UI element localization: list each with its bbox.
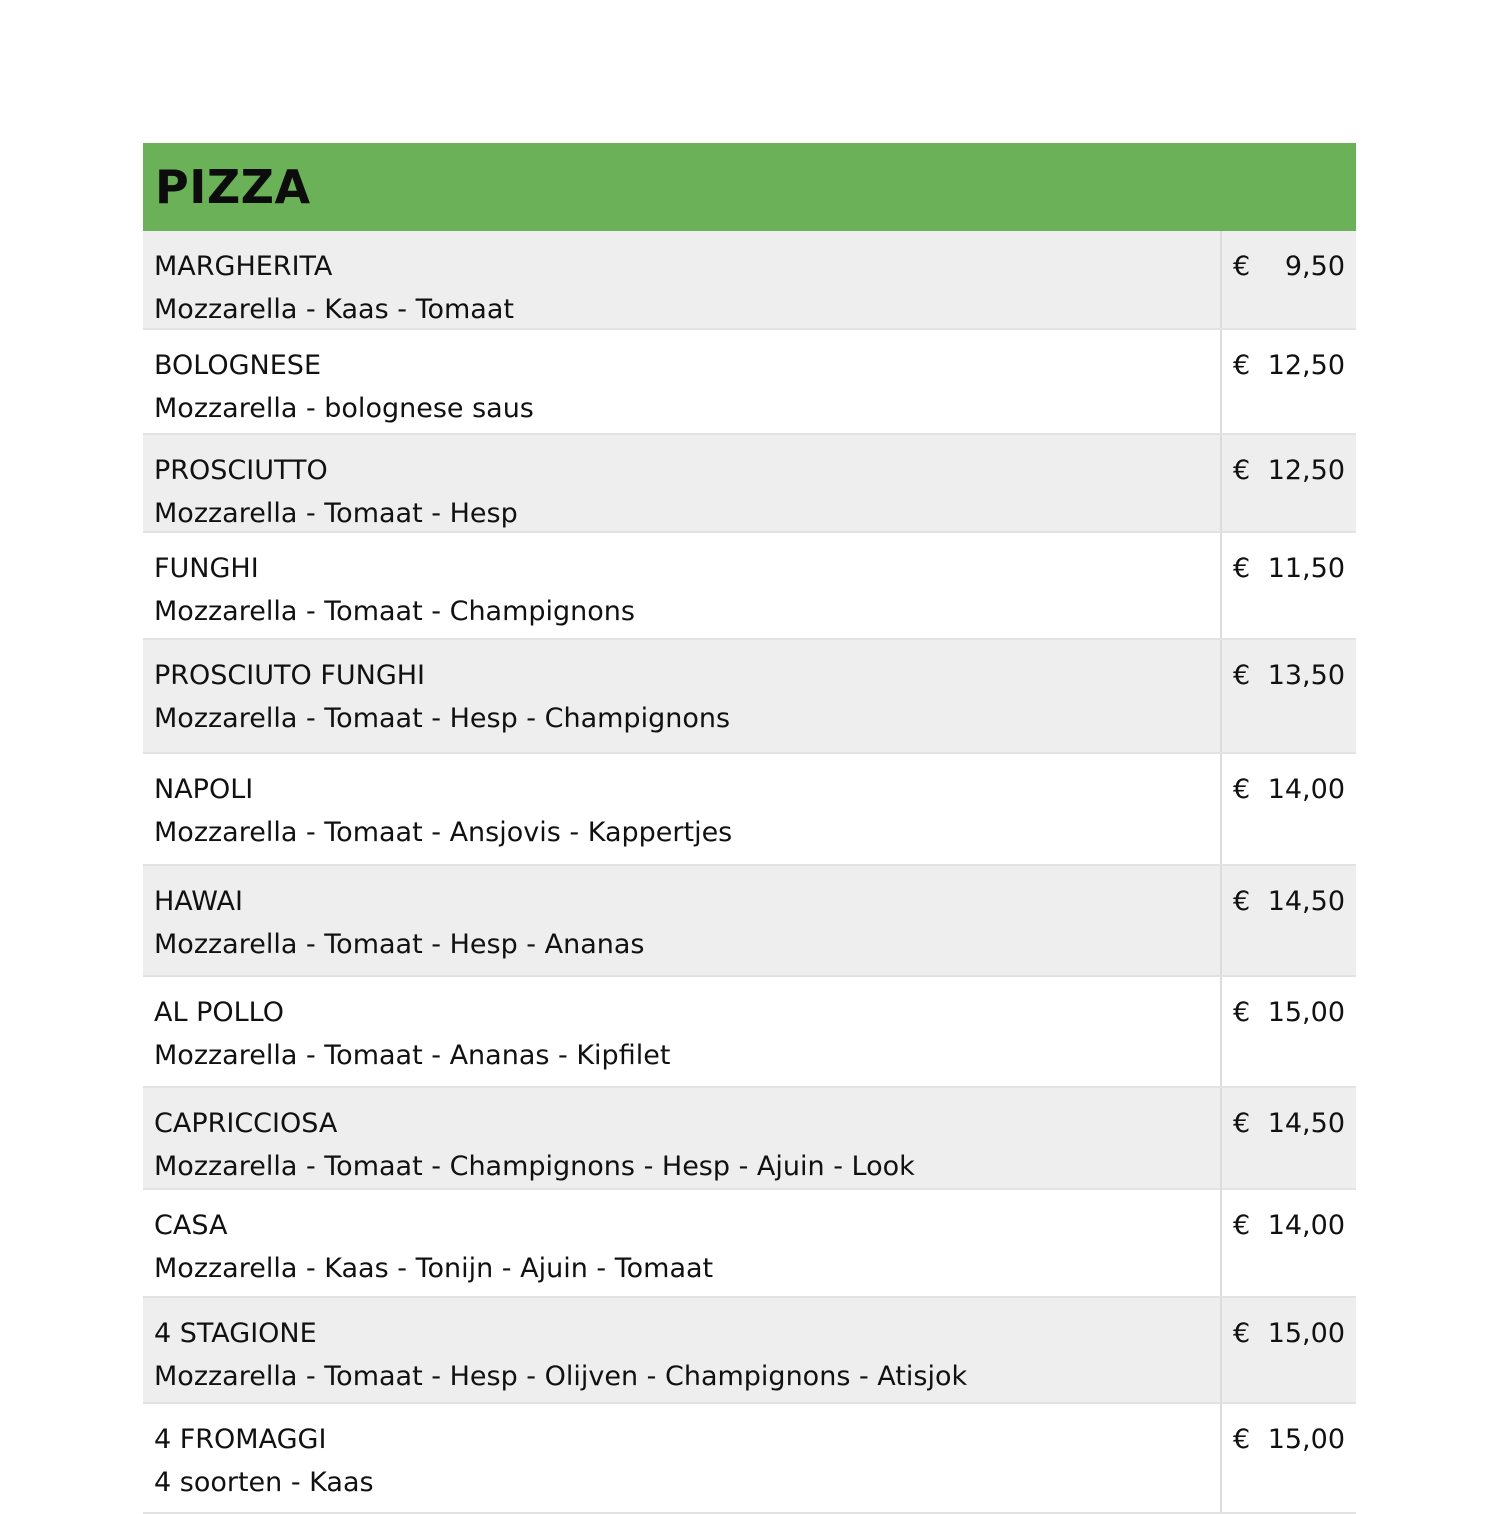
item-description-cell [143, 533, 1222, 638]
item-name: CASA [154, 1210, 228, 1241]
item-description-cell [143, 977, 1222, 1086]
item-price: 14,00 [1267, 774, 1345, 805]
currency-symbol: € [1233, 1318, 1251, 1349]
currency-symbol: € [1233, 1424, 1251, 1455]
item-ingredients: Mozzarella - Tomaat - Ansjovis - Kappertjes [154, 817, 733, 848]
menu-item-row [143, 1404, 1356, 1514]
item-ingredients: Mozzarella - Tomaat - Champignons [154, 596, 635, 627]
menu-item-row [143, 640, 1356, 754]
menu-item-row [143, 1298, 1356, 1404]
item-name: PROSCIUTTO [154, 455, 328, 486]
item-price: 15,00 [1267, 997, 1345, 1028]
menu-item-row [143, 1190, 1356, 1298]
item-ingredients: Mozzarella - Tomaat - Ananas - Kipfilet [154, 1040, 671, 1071]
currency-symbol: € [1233, 455, 1251, 486]
pizza-menu-table [143, 143, 1356, 1514]
item-price-cell [1222, 754, 1356, 864]
menu-item-row [143, 754, 1356, 866]
item-name: 4 STAGIONE [154, 1318, 317, 1349]
item-price: 12,50 [1267, 350, 1345, 381]
item-price-cell [1222, 1298, 1356, 1402]
currency-symbol: € [1233, 251, 1251, 282]
item-price-cell [1222, 231, 1356, 328]
currency-symbol: € [1233, 553, 1251, 584]
currency-symbol: € [1233, 1210, 1251, 1241]
item-description-cell [143, 1190, 1222, 1296]
currency-symbol: € [1233, 774, 1251, 805]
item-name: NAPOLI [154, 774, 254, 805]
item-price: 15,00 [1267, 1318, 1345, 1349]
menu-item-row [143, 1088, 1356, 1190]
item-description-cell [143, 866, 1222, 975]
item-ingredients: Mozzarella - Tomaat - Hesp - Champignons [154, 703, 731, 734]
item-ingredients: Mozzarella - Tomaat - Hesp - Olijven - Champignons - Atisjok [154, 1361, 968, 1392]
item-price-cell [1222, 330, 1356, 433]
item-name: 4 FROMAGGI [154, 1424, 327, 1455]
item-description-cell [143, 435, 1222, 531]
section-title: PIZZA [155, 160, 311, 214]
item-price-cell [1222, 640, 1356, 752]
item-description-cell [143, 754, 1222, 864]
item-price: 13,50 [1267, 660, 1345, 691]
item-price: 11,50 [1267, 553, 1345, 584]
item-price-cell [1222, 435, 1356, 531]
item-description-cell [143, 1088, 1222, 1188]
item-price: 14,00 [1267, 1210, 1345, 1241]
item-description-cell [143, 330, 1222, 433]
item-price-cell [1222, 866, 1356, 975]
currency-symbol: € [1233, 350, 1251, 381]
item-description-cell [143, 1298, 1222, 1402]
item-name: MARGHERITA [154, 251, 333, 282]
item-price-cell [1222, 1404, 1356, 1512]
item-ingredients: Mozzarella - bolognese saus [154, 393, 534, 424]
item-ingredients: Mozzarella - Kaas - Tonijn - Ajuin - Tomaat [154, 1253, 714, 1284]
currency-symbol: € [1233, 886, 1251, 917]
item-price: 12,50 [1267, 455, 1345, 486]
item-description-cell [143, 1404, 1222, 1512]
item-description-cell [143, 231, 1222, 328]
currency-symbol: € [1233, 660, 1251, 691]
item-name: FUNGHI [154, 553, 259, 584]
item-name: BOLOGNESE [154, 350, 322, 381]
menu-item-row [143, 435, 1356, 533]
item-price: 14,50 [1267, 1108, 1345, 1139]
item-price-cell [1222, 533, 1356, 638]
item-ingredients: Mozzarella - Tomaat - Hesp - Ananas [154, 929, 645, 960]
menu-rows [143, 231, 1356, 1514]
currency-symbol: € [1233, 997, 1251, 1028]
section-header [143, 143, 1356, 231]
item-name: AL POLLO [154, 997, 285, 1028]
item-name: PROSCIUTO FUNGHI [154, 660, 426, 691]
item-name: CAPRICCIOSA [154, 1108, 338, 1139]
item-price-cell [1222, 977, 1356, 1086]
menu-item-row [143, 231, 1356, 330]
menu-item-row [143, 866, 1356, 977]
item-ingredients: Mozzarella - Tomaat - Hesp [154, 498, 518, 529]
menu-item-row [143, 330, 1356, 435]
item-description-cell [143, 640, 1222, 752]
item-name: HAWAI [154, 886, 243, 917]
item-ingredients: Mozzarella - Tomaat - Champignons - Hesp - Ajuin - Look [154, 1151, 915, 1182]
item-price: 14,50 [1267, 886, 1345, 917]
menu-item-row [143, 977, 1356, 1088]
item-price-cell [1222, 1088, 1356, 1188]
item-price-cell [1222, 1190, 1356, 1296]
menu-item-row [143, 533, 1356, 640]
item-ingredients: 4 soorten - Kaas [154, 1467, 374, 1498]
item-ingredients: Mozzarella - Kaas - Tomaat [154, 294, 514, 325]
currency-symbol: € [1233, 1108, 1251, 1139]
item-price: 15,00 [1267, 1424, 1345, 1455]
item-price: 9,50 [1284, 251, 1345, 282]
